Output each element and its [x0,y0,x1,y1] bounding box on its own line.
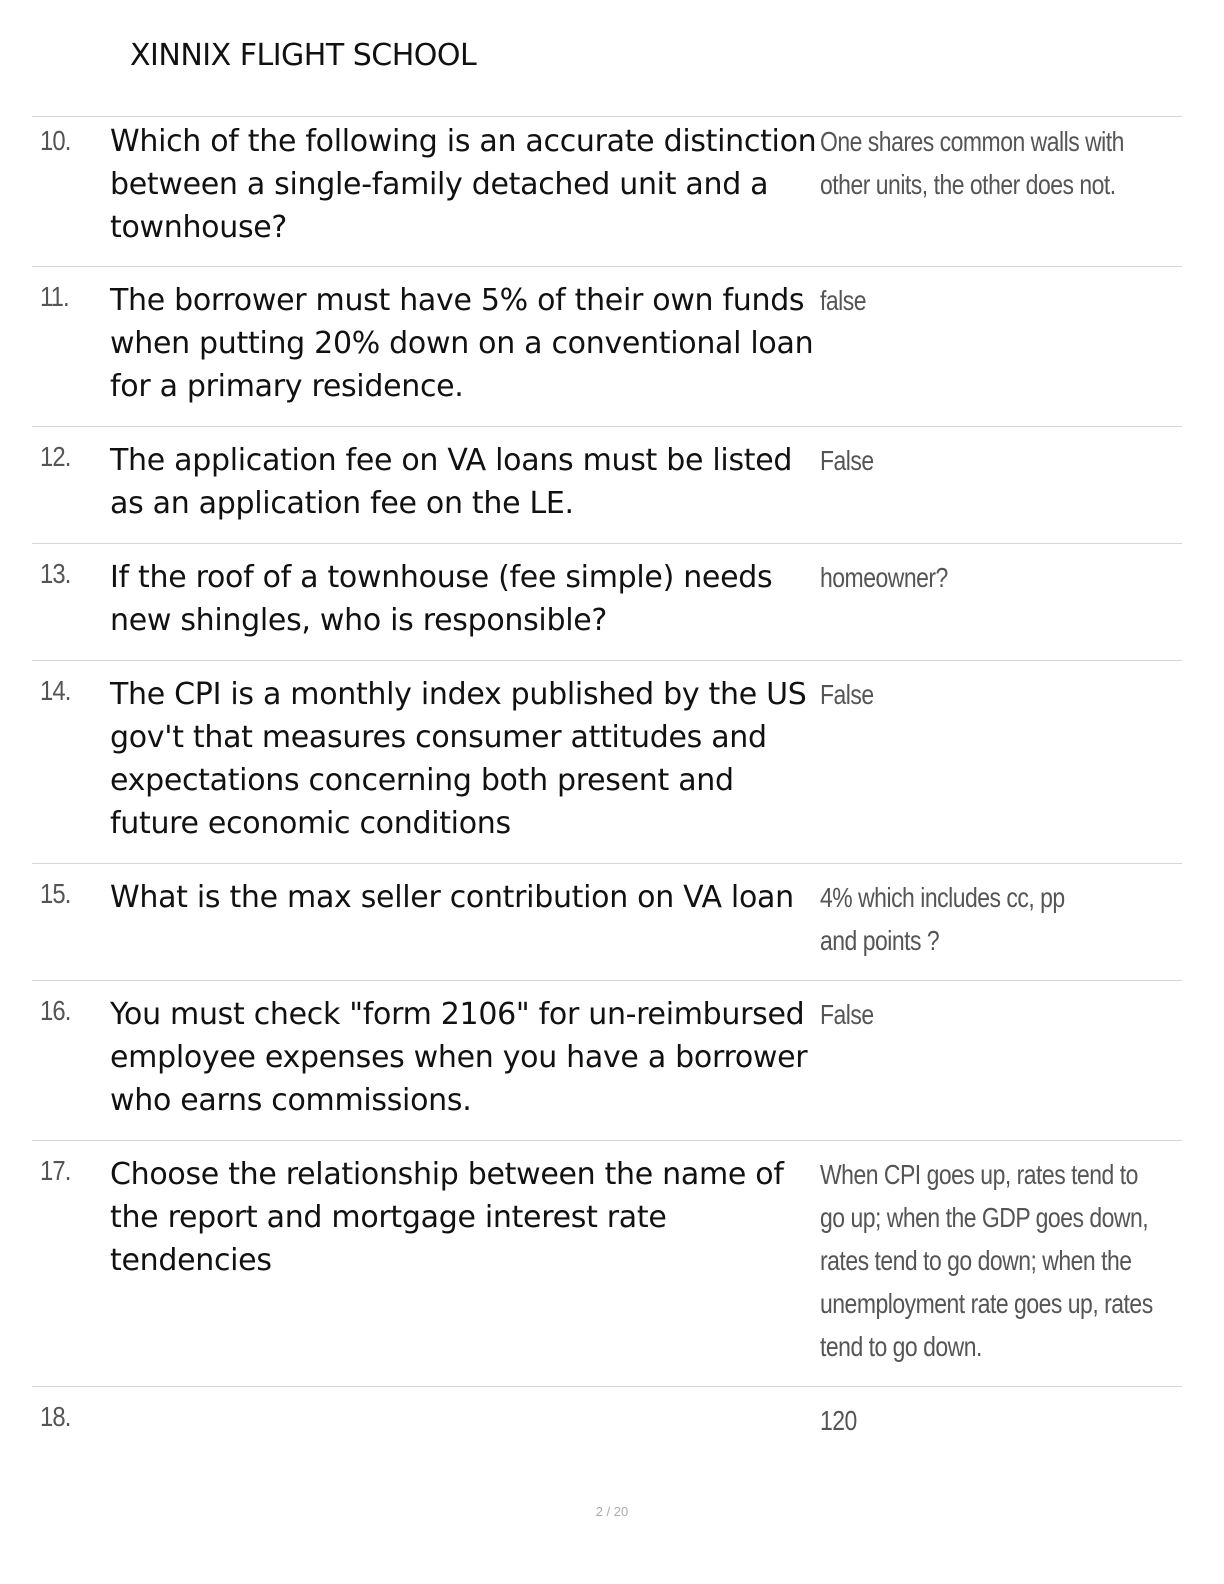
question-text: The borrower must have 5% of their own funds when putting 20% down on a conventional loan for a primary residence. [110,283,814,404]
answer-text: One shares common walls with other units, the other does not. [820,126,1124,200]
question-number: 11. [40,281,69,312]
answer-text: 4% which includes cc, pp and points ? [820,882,1065,956]
answer-text: False [820,999,874,1030]
question-text: The CPI is a monthly index published by the US gov't that measures consumer attitudes and expectations concerning both present and future economic conditions [110,677,807,841]
question-number: 12. [40,441,71,472]
page-number: 2 / 20 [595,1504,629,1519]
question-text: The application fee on VA loans must be listed as an application fee on the LE. [110,443,793,521]
question-text: What is the max seller contribution on VA loan [110,880,794,915]
question-number: 14. [40,675,71,706]
answer-text: When CPI goes up, rates tend to go up; when the GDP goes down, rates tend to go down; when the unemployment rate goes up, rates tend to go down. [820,1159,1153,1362]
list-item [32,266,1182,427]
question-text: Choose the relationship between the name of the report and mortgage interest rate tendencies [110,1157,784,1278]
question-text: You must check "form 2106" for un-reimbursed employee expenses when you have a borrower who earns commissions. [110,997,808,1118]
question-number: 16. [40,995,71,1026]
question-number: 13. [40,558,71,589]
list-item [32,426,1182,544]
list-item [32,543,1182,661]
answer-text: False [820,679,874,710]
question-text: If the roof of a townhouse (fee simple) needs new shingles, who is responsible? [110,560,773,638]
answer-text: homeowner? [820,562,948,593]
answer-text: 120 [820,1405,857,1436]
question-number: 15. [40,878,71,909]
question-number: 10. [40,125,71,156]
list-item [32,116,1182,267]
answer-text: false [820,285,867,316]
answer-text: False [820,445,874,476]
list-item [32,1140,1182,1387]
list-item [32,1386,1182,1487]
list-item [32,660,1182,864]
question-text: Which of the following is an accurate distinction between a single-family detached unit and a townhouse? [110,124,817,245]
list-item [32,863,1182,981]
list-item [32,980,1182,1141]
question-number: 18. [40,1401,71,1432]
page-header-title: XINNIX FLIGHT SCHOOL [130,38,477,73]
question-number: 17. [40,1155,71,1186]
